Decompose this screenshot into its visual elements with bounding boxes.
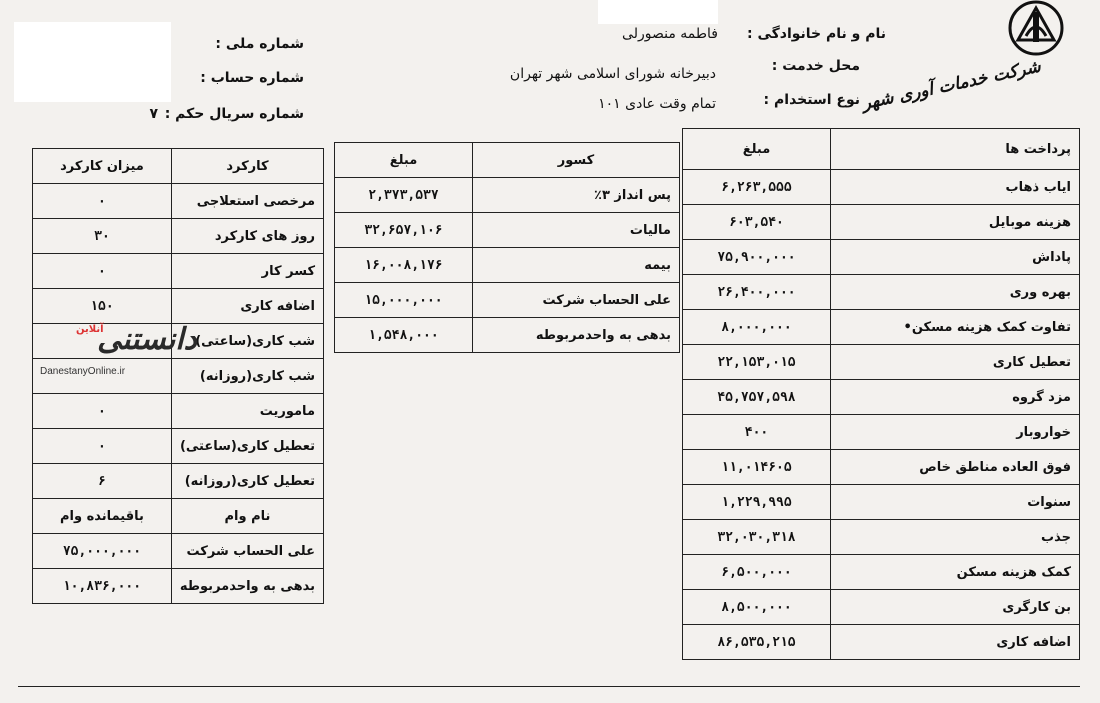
- work-row: [33, 289, 324, 324]
- payment-row-label: تعطیل کاری: [831, 345, 1080, 380]
- payment-row-label: هزینه موبایل: [831, 205, 1080, 240]
- payment-row: [683, 555, 1080, 590]
- work-row-label: ماموریت: [171, 394, 323, 429]
- deduction-row-label: پس انداز ۳٪: [473, 178, 680, 213]
- payment-row-label: فوق العاده مناطق خاص: [831, 450, 1080, 485]
- payment-row-amount: ۸,۵۰۰,۰۰۰: [683, 590, 831, 625]
- work-row-label: شب کاری(روزانه): [171, 359, 323, 394]
- loan-row: [33, 534, 324, 569]
- work-header-amount: میزان کارکرد: [33, 149, 172, 184]
- work-row-amount: ۶: [33, 464, 172, 499]
- place-label: محل خدمت :: [771, 58, 860, 74]
- deduction-row-label: بیمه: [473, 248, 680, 283]
- payment-row: [683, 275, 1080, 310]
- work-row-label: اضافه کاری: [171, 289, 323, 324]
- deduction-row-label: مالیات: [473, 213, 680, 248]
- payment-row-amount: ۱۱,۰۱۴۶۰۵: [683, 450, 831, 485]
- work-row: [33, 429, 324, 464]
- payment-row: [683, 415, 1080, 450]
- payment-row-label: خواروبار: [831, 415, 1080, 450]
- payment-row-amount: ۶,۵۰۰,۰۰۰: [683, 555, 831, 590]
- payment-row-amount: ۸۶,۵۳۵,۲۱۵: [683, 625, 831, 660]
- deductions-table: [334, 142, 680, 353]
- name-value: فاطمه منصورلی: [622, 26, 718, 42]
- tehran-municipality-logo: [860, 0, 1088, 120]
- payments-header-title: پرداخت ها: [831, 129, 1080, 170]
- work-header-title: کارکرد: [171, 149, 323, 184]
- payment-row-amount: ۲۲,۱۵۳,۰۱۵: [683, 345, 831, 380]
- deduction-row: [335, 178, 680, 213]
- payment-row-label: ایاب ذهاب: [831, 170, 1080, 205]
- payment-row-label: کمک هزینه مسکن: [831, 555, 1080, 590]
- deduction-row-amount: ۳۲,۶۵۷,۱۰۶: [335, 213, 473, 248]
- payment-row-amount: ۸,۰۰۰,۰۰۰: [683, 310, 831, 345]
- payment-row-amount: ۶۰۳,۵۴۰: [683, 205, 831, 240]
- loan-row-label: علی الحساب شرکت: [171, 534, 323, 569]
- work-row-amount: ۱۵۰: [33, 289, 172, 324]
- place-value: دبیرخانه شورای اسلامی شهر تهران: [509, 66, 716, 82]
- name-label: نام و نام خانوادگی :: [746, 26, 886, 42]
- payment-row-label: سنوات: [831, 485, 1080, 520]
- work-row: [33, 394, 324, 429]
- loan-row: [33, 569, 324, 604]
- payment-row: [683, 625, 1080, 660]
- loan-row-label: بدهی به واحدمربوطه: [171, 569, 323, 604]
- deduction-row: [335, 248, 680, 283]
- employment-type-label: نوع استخدام :: [763, 92, 860, 108]
- work-row: [33, 464, 324, 499]
- payment-row-amount: ۲۶,۴۰۰,۰۰۰: [683, 275, 831, 310]
- payment-row: [683, 590, 1080, 625]
- account-label: شماره حساب :: [200, 70, 304, 86]
- deduction-row-amount: ۱۶,۰۰۸,۱۷۶: [335, 248, 473, 283]
- payment-row-label: تفاوت کمک هزینه مسکن•: [831, 310, 1080, 345]
- payment-row-label: جذب: [831, 520, 1080, 555]
- serial-value: ۷: [149, 106, 158, 122]
- watermark-url: DanestanyOnline.ir: [40, 366, 126, 377]
- work-row-amount: ۰: [33, 184, 172, 219]
- loan-row-amount: ۱۰,۸۳۶,۰۰۰: [33, 569, 172, 604]
- work-row: [33, 184, 324, 219]
- deduction-row: [335, 283, 680, 318]
- loan-row-amount: ۷۵,۰۰۰,۰۰۰: [33, 534, 172, 569]
- payments-table: [682, 128, 1080, 660]
- watermark-badge: آنلاین: [76, 324, 104, 335]
- work-row-label: کسر کار: [171, 254, 323, 289]
- loans-header-title: نام وام: [171, 499, 323, 534]
- payment-row: [683, 240, 1080, 275]
- deduction-row: [335, 318, 680, 353]
- payment-row-amount: ۶,۲۶۳,۵۵۵: [683, 170, 831, 205]
- deduction-row: [335, 213, 680, 248]
- serial-label: شماره سریال حکم :: [164, 106, 304, 122]
- payment-row-label: اضافه کاری: [831, 625, 1080, 660]
- work-row-label: مرخصی استعلاجی: [171, 184, 323, 219]
- payment-row-amount: ۷۵,۹۰۰,۰۰۰: [683, 240, 831, 275]
- logo-text: شرکت خدمات آوری شهر: [860, 56, 1043, 114]
- payment-row-label: بن کارگری: [831, 590, 1080, 625]
- redacted-block-id: [14, 22, 171, 102]
- payment-row-amount: ۴۵,۷۵۷,۵۹۸: [683, 380, 831, 415]
- work-row: [33, 219, 324, 254]
- deduction-row-amount: ۲,۳۷۳,۵۳۷: [335, 178, 473, 213]
- work-row-label: تعطیل کاری(ساعتی): [171, 429, 323, 464]
- work-row-label: روز های کارکرد: [171, 219, 323, 254]
- work-row-amount: ۰: [33, 254, 172, 289]
- deduction-row-label: بدهی به واحدمربوطه: [473, 318, 680, 353]
- payments-header-amount: مبلغ: [683, 129, 831, 170]
- payment-row: [683, 520, 1080, 555]
- watermark-text: دانستنی: [97, 322, 197, 357]
- payment-row-label: پاداش: [831, 240, 1080, 275]
- payment-row-label: مزد گروه: [831, 380, 1080, 415]
- work-row-amount: ۰: [33, 394, 172, 429]
- work-row-label: شب کاری(ساعتی): [171, 324, 323, 359]
- payment-row: [683, 170, 1080, 205]
- employment-type-value: تمام وقت عادی ۱۰۱: [598, 96, 716, 112]
- payment-row: [683, 345, 1080, 380]
- work-row-amount: ۳۰: [33, 219, 172, 254]
- national-id-label: شماره ملی :: [215, 36, 304, 52]
- payment-row: [683, 310, 1080, 345]
- deduction-row-amount: ۱۵,۰۰۰,۰۰۰: [335, 283, 473, 318]
- redacted-block-top: [598, 0, 718, 24]
- payment-row: [683, 485, 1080, 520]
- work-row: [33, 254, 324, 289]
- payment-row-amount: ۳۲,۰۳۰,۳۱۸: [683, 520, 831, 555]
- deductions-header-amount: مبلغ: [335, 143, 473, 178]
- deduction-row-label: علی الحساب شرکت: [473, 283, 680, 318]
- watermark-logo: [12, 322, 207, 384]
- payment-row: [683, 450, 1080, 485]
- payment-row-label: بهره وری: [831, 275, 1080, 310]
- loans-header-amount: باقیمانده وام: [33, 499, 172, 534]
- bottom-table-edge: [18, 686, 1080, 703]
- work-row-label: تعطیل کاری(روزانه): [171, 464, 323, 499]
- payment-row: [683, 380, 1080, 415]
- deductions-header-title: کسور: [473, 143, 680, 178]
- payment-row-amount: ۱,۲۲۹,۹۹۵: [683, 485, 831, 520]
- payment-row-amount: ۴۰۰: [683, 415, 831, 450]
- deduction-row-amount: ۱,۵۴۸,۰۰۰: [335, 318, 473, 353]
- payment-row: [683, 205, 1080, 240]
- work-row-amount: ۰: [33, 429, 172, 464]
